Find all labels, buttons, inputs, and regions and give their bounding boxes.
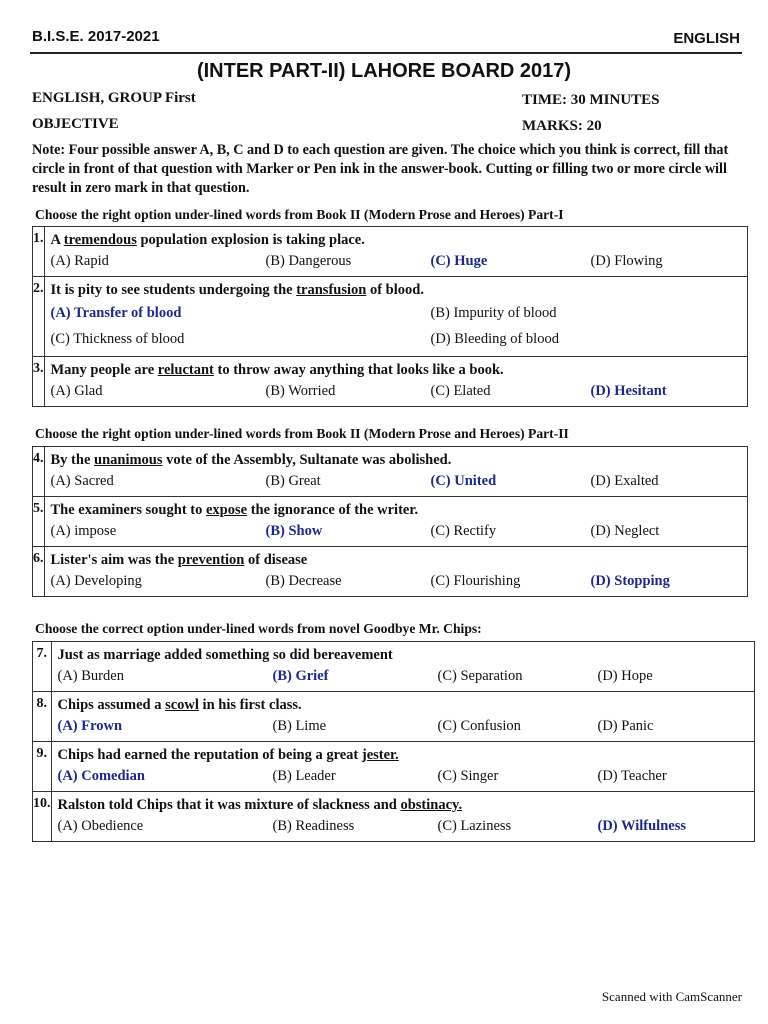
question-row [33, 792, 755, 842]
page-title: (INTER PART-II) LAHORE BOARD 2017) [196, 60, 572, 82]
option-d[interactable]: (D) Flowing [590, 253, 663, 269]
option-c[interactable]: (C) Flourishing [430, 573, 521, 589]
section-title-3: Choose the correct option under-lined words from novel Goodbye Mr. Chips: [35, 621, 482, 636]
question-body [44, 227, 747, 277]
option-c[interactable]: (C) Rectify [430, 523, 497, 539]
options [51, 470, 741, 492]
question-body [51, 642, 754, 692]
option-b[interactable]: (B) Dangerous [265, 253, 352, 269]
header-board: B.I.S.E. 2017-2021 [32, 28, 160, 45]
question-body [44, 357, 747, 407]
options [51, 250, 741, 272]
question-body [44, 547, 747, 597]
question-stem: It is pity to see students undergoing the transfusion of blood. [50, 282, 424, 298]
subject-group: ENGLISH, GROUP First [32, 90, 196, 106]
option-c[interactable]: (C) United [430, 473, 497, 489]
option-c[interactable]: (C) Laziness [437, 818, 512, 834]
question-stem: Ralston told Chips that it was mixture of slackness and obstinacy. [57, 797, 463, 813]
underlined-word: unanimous [94, 452, 163, 468]
option-a[interactable]: (A) impose [50, 523, 117, 539]
question-body [44, 497, 747, 547]
options [51, 520, 741, 542]
time-label: TIME: 30 MINUTES [522, 92, 660, 108]
options [58, 715, 748, 737]
option-a[interactable]: (A) Developing [50, 573, 142, 589]
option-d[interactable]: (D) Teacher [597, 768, 667, 784]
instructions-note: Note: Four possible answer A, B, C and D to each question are given. The choice which you think is correct, fill that circle in front of that question with Marker or Pen ink in the answer-book. Cutting or filling two or more circle will result in zero mark in that question. [32, 142, 729, 196]
question-stem: Lister's aim was the prevention of disease [50, 552, 308, 568]
paper-type: OBJECTIVE [32, 116, 119, 132]
option-d[interactable]: (D) Stopping [590, 573, 670, 589]
option-d[interactable]: (D) Exalted [590, 473, 659, 489]
question-stem: A tremendous population explosion is taking place. [50, 232, 365, 248]
option-d[interactable]: (D) Hope [597, 668, 653, 684]
option-a[interactable]: (A) Sacred [50, 473, 114, 489]
question-stem: Many people are reluctant to throw away anything that looks like a book. [50, 362, 504, 378]
option-d[interactable]: (D) Hesitant [590, 383, 667, 399]
header-divider [30, 52, 742, 54]
question-row [33, 227, 748, 277]
question-stem: The examiners sought to expose the ignorance of the writer. [50, 502, 419, 518]
options [58, 815, 748, 837]
option-d[interactable]: (D) Neglect [590, 523, 660, 539]
question-number: 9. [33, 742, 52, 792]
question-number: 3. [33, 357, 45, 407]
options [51, 570, 741, 592]
option-a[interactable]: (A) Transfer of blood [50, 305, 182, 321]
option-c[interactable]: (C) Singer [437, 768, 499, 784]
question-table-2 [32, 446, 748, 597]
question-stem: Chips had earned the reputation of being a great jester. [57, 747, 399, 763]
question-number: 7. [33, 642, 52, 692]
underlined-word: reluctant [157, 362, 214, 378]
option-b[interactable]: (B) Show [265, 523, 323, 539]
underlined-word: obstinacy. [400, 797, 463, 813]
question-number: 6. [33, 547, 45, 597]
option-c[interactable]: (C) Separation [437, 668, 523, 684]
question-stem: By the unanimous vote of the Assembly, Sultanate was abolished. [50, 452, 452, 468]
option-b[interactable]: (B) Great [265, 473, 321, 489]
question-number: 10. [33, 792, 52, 842]
underlined-word: tremendous [63, 232, 137, 248]
question-body [44, 447, 747, 497]
option-b[interactable]: (B) Readiness [272, 818, 355, 834]
underlined-word: expose [205, 502, 248, 518]
question-body [51, 692, 754, 742]
options [51, 380, 741, 402]
scanner-watermark: Scanned with CamScanner [601, 989, 742, 1004]
section-title-1: Choose the right option under-lined words from Book II (Modern Prose and Heroes) Part-I [35, 207, 564, 222]
option-a[interactable]: (A) Obedience [57, 818, 144, 834]
question-row [33, 742, 755, 792]
option-b[interactable]: (B) Leader [272, 768, 336, 784]
underlined-word: transfusion [296, 282, 367, 298]
option-b[interactable]: (B) Decrease [265, 573, 342, 589]
option-c[interactable]: (C) Elated [430, 383, 491, 399]
option-a[interactable]: (A) Frown [57, 718, 123, 734]
question-number: 1. [33, 227, 45, 277]
header-subject: ENGLISH [673, 30, 740, 47]
question-number: 2. [33, 277, 45, 357]
question-table-3 [32, 641, 755, 842]
option-a[interactable]: (A) Rapid [50, 253, 109, 269]
option-c[interactable]: (C) Confusion [437, 718, 521, 734]
question-row [33, 497, 748, 547]
options [58, 665, 748, 687]
question-number: 4. [33, 447, 45, 497]
option-d[interactable]: (D) Wilfulness [597, 818, 686, 834]
question-body [51, 792, 754, 842]
option-c[interactable]: (C) Thickness of blood [50, 331, 185, 347]
option-a[interactable]: (A) Comedian [57, 768, 145, 784]
marks-label: MARKS: 20 [522, 118, 602, 134]
option-d[interactable]: (D) Panic [597, 718, 654, 734]
section-title-2: Choose the right option under-lined words from Book II (Modern Prose and Heroes) Part-II [35, 426, 569, 441]
question-row [33, 447, 748, 497]
option-a[interactable]: (A) Burden [57, 668, 124, 684]
option-b[interactable]: (B) Grief [272, 668, 329, 684]
question-number: 8. [33, 692, 52, 742]
question-table-1 [32, 226, 748, 407]
question-row [33, 692, 755, 742]
underlined-word: prevention [177, 552, 245, 568]
option-b[interactable]: (B) Impurity of blood [430, 305, 557, 321]
option-c[interactable]: (C) Huge [430, 253, 488, 269]
options [58, 765, 748, 787]
question-row [33, 357, 748, 407]
question-row [33, 547, 748, 597]
options [51, 300, 741, 352]
option-b[interactable]: (B) Lime [272, 718, 327, 734]
underlined-word: jester. [361, 747, 399, 763]
question-row [33, 277, 748, 357]
option-b[interactable]: (B) Worried [265, 383, 336, 399]
question-row [33, 642, 755, 692]
question-number: 5. [33, 497, 45, 547]
question-body [44, 277, 747, 357]
question-body [51, 742, 754, 792]
question-stem: Just as marriage added something so did bereavement [57, 647, 393, 663]
option-a[interactable]: (A) Glad [50, 383, 103, 399]
question-stem: Chips assumed a scowl in his first class. [57, 697, 302, 713]
option-d[interactable]: (D) Bleeding of blood [430, 331, 559, 347]
underlined-word: scowl [165, 697, 199, 713]
